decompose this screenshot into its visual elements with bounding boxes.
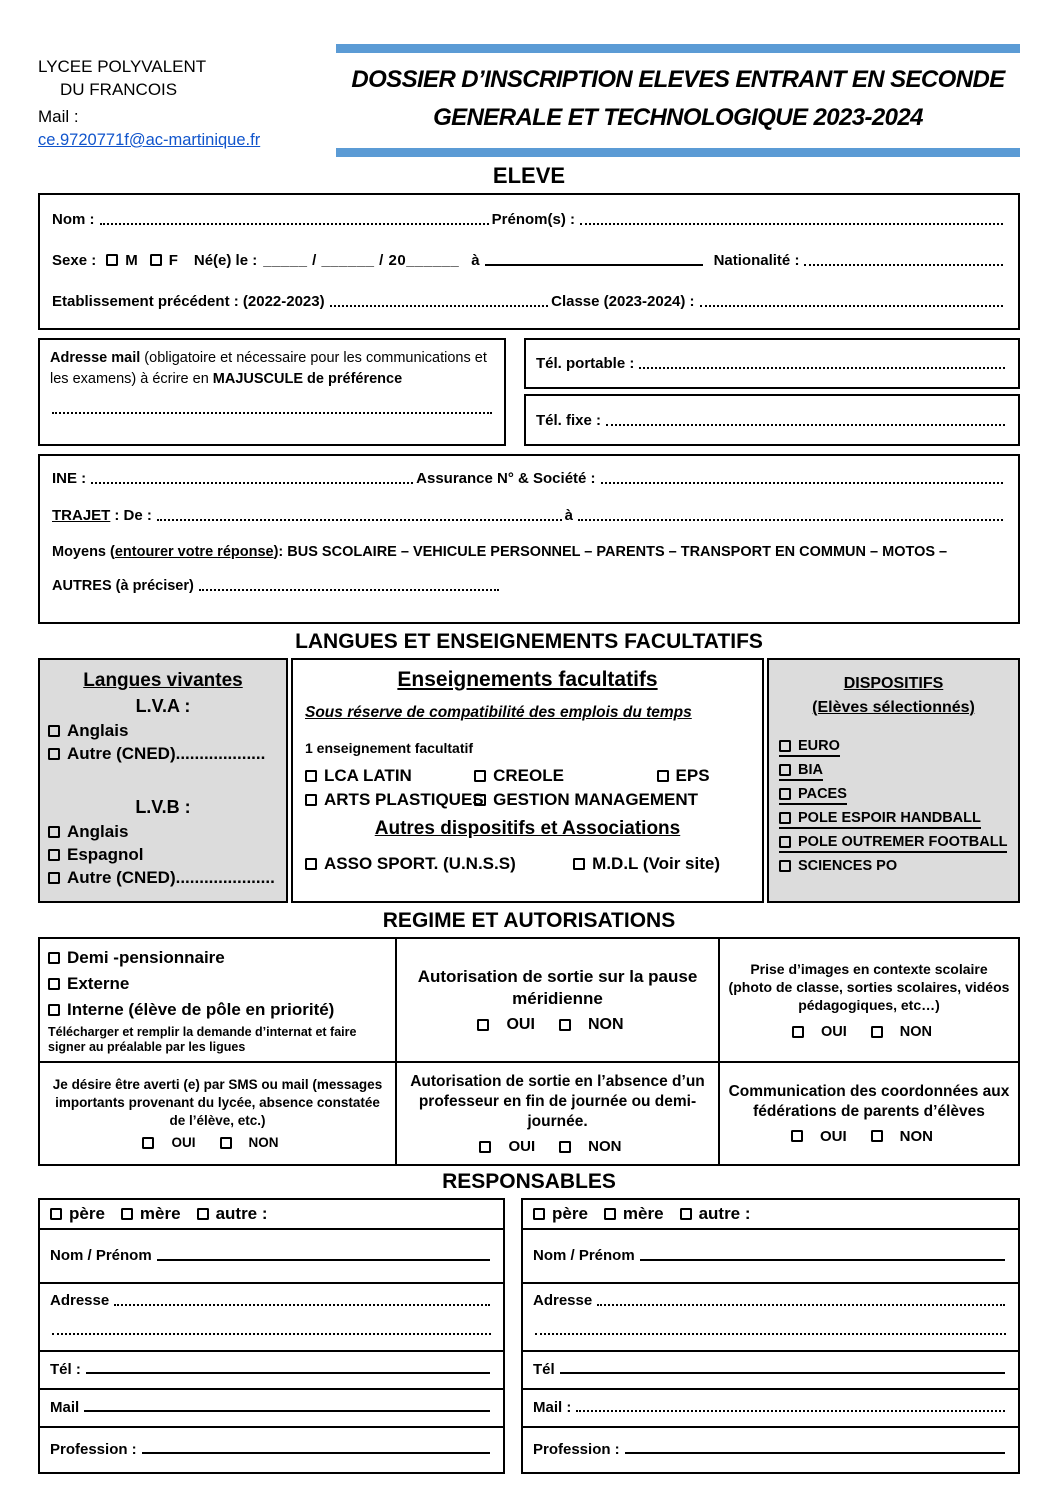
sexe-f-checkbox[interactable]	[150, 254, 162, 266]
school-name-line2: DU FRANCOIS	[60, 79, 178, 99]
tel-label: Tél :	[50, 1361, 81, 1379]
prise-images-text: Prise d’images en contexte scolaire (photo de classe, sorties scolaires, vidéos pédagogiques, etc…)	[728, 960, 1010, 1013]
pere-label: père	[69, 1203, 105, 1223]
regime-sms-cell	[40, 1061, 395, 1164]
school-name-line1: LYCEE POLYVALENT	[38, 57, 207, 76]
mere-label: mère	[622, 1203, 664, 1223]
nationalite-field-line	[804, 264, 1003, 266]
pole-outremer-football-checkbox[interactable]	[779, 836, 791, 848]
pension-item	[48, 974, 387, 994]
association-item	[573, 854, 720, 874]
dispositifs-subtitle: (Elèves sélectionnés)	[812, 698, 975, 716]
enseignements-title: Enseignements facultatifs	[397, 667, 658, 691]
lva-label: L.V.A :	[135, 695, 191, 716]
trajet-de-label: : De :	[114, 506, 152, 524]
spacer	[48, 767, 278, 793]
autres-label: AUTRES (à préciser)	[52, 577, 194, 594]
lvb-autre-checkbox[interactable]	[48, 872, 60, 884]
responsable-block-2	[521, 1198, 1020, 1474]
lva-anglais-label: Anglais	[67, 720, 129, 740]
adresse-line	[50, 1292, 493, 1309]
sciences-po-label: SCIENCES PO	[798, 857, 898, 874]
nom-field-line	[100, 223, 489, 225]
adresse-field-line	[114, 1304, 490, 1306]
association-item	[305, 854, 516, 874]
oui-non-group	[728, 1128, 1010, 1145]
bia-checkbox[interactable]	[779, 764, 791, 776]
regime-grid	[38, 937, 1020, 1166]
school-mail-label: Mail :	[38, 106, 79, 126]
eps-checkbox[interactable]	[657, 770, 669, 782]
trajet-a-field-line	[578, 519, 1003, 521]
responsable1-mail-row	[40, 1390, 503, 1428]
lva-autre-checkbox[interactable]	[48, 748, 60, 760]
pole-espoir-handball-label: POLE ESPOIR HANDBALL	[798, 809, 981, 826]
oui-non-group	[48, 1135, 387, 1150]
communication-oui-checkbox[interactable]	[791, 1130, 803, 1142]
non-label: NON	[587, 1015, 624, 1033]
page-header	[38, 0, 1020, 157]
interne-label: Interne (élève de pôle en priorité)	[67, 999, 335, 1019]
externe-checkbox[interactable]	[48, 978, 60, 990]
non-label: NON	[588, 1138, 622, 1156]
responsable1-mere-checkbox[interactable]	[121, 1208, 133, 1220]
sortie-meridienne-text: Autorisation de sortie sur la pause méridienne	[417, 966, 698, 1008]
adresse-mail-bold2: MAJUSCULE de préférence	[212, 370, 403, 387]
oui-label: OUI	[819, 1127, 847, 1145]
regime-communication-cell	[718, 1061, 1018, 1164]
prenom-label: Prénom(s) :	[491, 210, 575, 228]
associations-row	[305, 854, 750, 874]
title-line1: DOSSIER D’INSCRIPTION ELEVES ENTRANT EN SECONDE	[351, 66, 1005, 93]
gestion-management-label: GESTION MANAGEMENT	[493, 789, 699, 809]
communication-non-checkbox[interactable]	[871, 1130, 883, 1142]
externe-label: Externe	[67, 973, 130, 993]
school-identity	[38, 56, 304, 157]
responsable1-adresse-row	[40, 1284, 503, 1352]
lvb-item	[48, 868, 278, 888]
option-item	[474, 766, 656, 786]
non-label: NON	[248, 1135, 279, 1151]
oui-label: OUI	[171, 1135, 196, 1151]
profession-field-line	[142, 1452, 490, 1454]
title-bottom-bar	[336, 148, 1020, 157]
sortie-meridienne-oui-checkbox[interactable]	[477, 1019, 489, 1031]
tel-label: Tél	[533, 1361, 555, 1379]
pole-espoir-handball-checkbox[interactable]	[779, 812, 791, 824]
dispositif-item	[779, 834, 1008, 853]
adresse-mail-note	[50, 348, 494, 390]
dispositif-item	[779, 738, 1008, 757]
profession-field-line	[625, 1452, 1005, 1454]
lieu-naissance-field-line	[485, 264, 703, 266]
autre-label: autre :	[698, 1203, 751, 1223]
responsable2-nom-row	[523, 1230, 1018, 1284]
ine-trajet-box	[38, 454, 1020, 624]
regime-sortie-meridienne-cell	[395, 939, 718, 1061]
ine-label: INE :	[52, 469, 87, 487]
arts-plastiques-checkbox[interactable]	[305, 794, 317, 806]
tel-portable-field-line	[639, 367, 1005, 369]
lva-item	[48, 744, 278, 764]
langues-vivantes-panel	[38, 658, 288, 903]
responsable-block-1	[38, 1198, 505, 1474]
internat-note: Télécharger et remplir la demande d’internat et faire signer au préalable par les ligues	[48, 1024, 357, 1055]
sciences-po-checkbox[interactable]	[779, 860, 791, 872]
interne-checkbox[interactable]	[48, 1004, 60, 1016]
sexe-m-checkbox[interactable]	[106, 254, 118, 266]
sexe-label: Sexe :	[52, 251, 97, 269]
creole-checkbox[interactable]	[474, 770, 486, 782]
lvb-label: L.V.B :	[135, 796, 191, 817]
tel-field-line	[86, 1372, 490, 1374]
moyens-row	[52, 544, 1006, 560]
prise-images-oui-checkbox[interactable]	[792, 1026, 804, 1038]
ine-field-line	[91, 482, 413, 484]
adresse-line	[533, 1292, 1008, 1309]
responsable2-mere-checkbox[interactable]	[604, 1208, 616, 1220]
tel-fixe-row	[536, 412, 1008, 429]
tel-fixe-box	[524, 394, 1020, 446]
lva-anglais-checkbox[interactable]	[48, 725, 60, 737]
lvb-espagnol-checkbox[interactable]	[48, 849, 60, 861]
title-block	[336, 44, 1020, 157]
paces-label: PACES	[798, 785, 847, 802]
oui-label: OUI	[506, 1015, 535, 1033]
title-top-bar	[336, 44, 1020, 53]
tel-portable-label: Tél. portable :	[536, 355, 635, 373]
pere-label: père	[552, 1203, 588, 1223]
mail-label: Mail	[50, 1399, 80, 1417]
adresse-field-line	[597, 1304, 1005, 1306]
tel-fixe-field-line	[606, 424, 1005, 426]
demi-pensionnaire-checkbox[interactable]	[48, 952, 60, 964]
prenom-field-line	[580, 223, 1003, 225]
responsable2-mail-row	[523, 1390, 1018, 1428]
dispositifs-list	[779, 738, 1008, 875]
responsable1-type-row	[40, 1200, 503, 1230]
lva-item	[48, 721, 278, 741]
tel-fixe-label: Tél. fixe :	[536, 411, 602, 429]
responsable1-nom-row	[40, 1230, 503, 1284]
dispositif-item	[779, 858, 1008, 875]
moyens-underlined: entourer votre réponse	[114, 543, 274, 560]
responsable2-pere-checkbox[interactable]	[533, 1208, 545, 1220]
dispositif-item	[779, 810, 1008, 829]
lvb-espagnol-label: Espagnol	[67, 844, 144, 864]
prise-images-non-checkbox[interactable]	[871, 1026, 883, 1038]
profession-label: Profession :	[533, 1441, 620, 1459]
nom-prenom-row	[52, 211, 1006, 228]
profession-label: Profession :	[50, 1441, 137, 1459]
adresse-field-line2	[52, 1333, 491, 1335]
option-item	[657, 766, 750, 786]
oui-non-group	[405, 1138, 710, 1155]
assurance-field-line	[601, 482, 1003, 484]
sexe-f-label: F	[168, 251, 178, 269]
adresse-label: Adresse	[533, 1291, 593, 1309]
non-label: NON	[899, 1127, 933, 1145]
title-line2: GENERALE ET TECHNOLOGIQUE 2023-2024	[433, 104, 923, 132]
lvb-autre-label: Autre (CNED).....................	[67, 867, 275, 887]
trajet-de-field-line	[157, 519, 562, 521]
oui-label: OUI	[820, 1024, 847, 1041]
moyens-options: ): BUS SCOLAIRE – VEHICULE PERSONNEL – PARENTS – TRANSPORT EN COMMUN – MOTOS –	[273, 543, 948, 560]
sms-text: Je désire être averti (e) par SMS ou mail (messages importants provenant du lycée, absence constatée de l’élève, etc.)	[52, 1077, 383, 1128]
lvb-item	[48, 845, 278, 865]
moyens-prefix: Moyens (	[52, 543, 115, 560]
pension-item	[48, 948, 387, 968]
a-label: à	[471, 251, 480, 269]
regime-sortie-absence-cell	[395, 1061, 718, 1164]
paces-checkbox[interactable]	[779, 788, 791, 800]
classe-field-line	[700, 305, 1003, 307]
mdl-label: M.D.L (Voir site)	[592, 853, 720, 873]
lvb-item	[48, 822, 278, 842]
adresse-mail-box	[38, 338, 506, 446]
ne-le-label: Né(e) le :	[193, 251, 258, 269]
date-naissance-blanks: _____ / ______ / 20______	[263, 251, 460, 269]
lva-autre-label: Autre (CNED)...................	[67, 743, 266, 763]
autres-dispositifs-title: Autres dispositifs et Associations	[374, 817, 681, 839]
bia-label: BIA	[798, 761, 823, 778]
responsable1-profession-row	[40, 1428, 503, 1472]
langues-vivantes-title: Langues vivantes	[83, 669, 243, 691]
responsable1-pere-checkbox[interactable]	[50, 1208, 62, 1220]
eps-label: EPS	[675, 765, 710, 785]
tel-field-line	[560, 1372, 1005, 1374]
arts-plastiques-label: ARTS PLASTIQUES	[324, 789, 484, 809]
mail-field-line	[576, 1410, 1005, 1412]
classe-label: Classe (2023-2024) :	[551, 292, 695, 310]
enseignements-note: 1 enseignement facultatif	[305, 739, 474, 756]
document-title	[336, 53, 1020, 148]
responsable2-tel-row	[523, 1352, 1018, 1390]
mail-field-line	[84, 1410, 490, 1412]
nom-prenom-label: Nom / Prénom	[533, 1247, 635, 1265]
asso-sport-label: ASSO SPORT. (U.N.S.S)	[324, 853, 516, 873]
dispositifs-panel	[767, 658, 1020, 903]
lca-latin-checkbox[interactable]	[305, 770, 317, 782]
euro-label: EURO	[798, 737, 840, 754]
lca-latin-label: LCA LATIN	[324, 765, 412, 785]
options-grid	[305, 766, 750, 810]
autres-row	[52, 578, 1006, 594]
langues-columns	[38, 658, 1020, 903]
sexe-m-label: M	[125, 251, 138, 269]
lvb-anglais-checkbox[interactable]	[48, 826, 60, 838]
adresse-mail-normal: (obligatoire et nécessaire pour les communications et les examens) à écrire en	[50, 349, 487, 387]
oui-non-group	[405, 1016, 710, 1034]
oui-non-group	[728, 1024, 1010, 1040]
assurance-label: Assurance N° & Société :	[416, 469, 596, 487]
adresse-mail-field-line	[52, 412, 492, 414]
option-item	[474, 790, 750, 810]
trajet-label: TRAJET	[52, 506, 111, 524]
sms-non-checkbox[interactable]	[220, 1137, 232, 1149]
sortie-absence-oui-checkbox[interactable]	[479, 1141, 491, 1153]
nom-prenom-label: Nom / Prénom	[50, 1247, 152, 1265]
trajet-row	[52, 507, 1006, 524]
autres-field-line	[199, 589, 499, 591]
nom-label: Nom :	[52, 210, 95, 228]
communication-text: Communication des coordonnées aux fédérations de parents d’élèves	[728, 1082, 1010, 1120]
responsables-row	[38, 1198, 1020, 1474]
pole-outremer-football-label: POLE OUTREMER FOOTBALL	[798, 833, 1008, 850]
option-item	[305, 789, 484, 810]
nom-field-line	[640, 1259, 1005, 1261]
regime-prise-images-cell	[718, 939, 1018, 1061]
responsable2-autre-checkbox[interactable]	[680, 1208, 692, 1220]
demi-pensionnaire-label: Demi -pensionnaire	[67, 947, 225, 967]
non-label: NON	[899, 1024, 932, 1041]
section-heading-langues: LANGUES ET ENSEIGNEMENTS FACULTATIFS	[295, 629, 763, 653]
asso-sport-checkbox[interactable]	[305, 858, 317, 870]
enseignements-panel	[291, 658, 764, 903]
sortie-absence-non-checkbox[interactable]	[559, 1141, 571, 1153]
adresse-field-line2	[535, 1333, 1006, 1335]
creole-label: CREOLE	[493, 765, 564, 785]
enseignements-subtitle: Sous réserve de compatibilité des emplois du temps	[305, 703, 692, 721]
mail-tel-row	[38, 338, 1020, 446]
adresse-mail-bold1: Adresse mail	[50, 349, 141, 366]
sexe-naissance-row	[52, 252, 1006, 269]
sortie-meridienne-non-checkbox[interactable]	[559, 1019, 571, 1031]
dispositif-item	[779, 762, 1008, 781]
autre-label: autre :	[215, 1203, 268, 1223]
option-item	[305, 766, 474, 786]
school-email-link[interactable]: ce.9720771f@ac-martinique.fr	[38, 130, 261, 149]
nom-field-line	[157, 1259, 490, 1261]
tel-portable-row	[536, 355, 1008, 372]
responsable2-profession-row	[523, 1428, 1018, 1472]
eleve-box	[38, 193, 1020, 330]
dispositif-item	[779, 786, 1008, 805]
dispositifs-title: DISPOSITIFS	[843, 674, 944, 692]
ine-row	[52, 470, 1006, 487]
mere-label: mère	[139, 1203, 181, 1223]
etablissement-label: Etablissement précédent : (2022-2023)	[52, 292, 325, 310]
etablissement-field-line	[330, 305, 548, 307]
tel-column	[524, 338, 1020, 446]
mdl-checkbox[interactable]	[573, 858, 585, 870]
pension-item	[48, 1000, 387, 1020]
responsable2-adresse-row	[523, 1284, 1018, 1352]
oui-label: OUI	[508, 1138, 536, 1156]
gestion-management-checkbox[interactable]	[474, 794, 486, 806]
lvb-anglais-label: Anglais	[67, 821, 129, 841]
etablissement-row	[52, 293, 1006, 310]
trajet-a-label: à	[564, 506, 573, 524]
adresse-label: Adresse	[50, 1291, 110, 1309]
section-heading-regime: REGIME ET AUTORISATIONS	[382, 908, 676, 932]
responsable1-autre-checkbox[interactable]	[197, 1208, 209, 1220]
responsable1-tel-row	[40, 1352, 503, 1390]
tel-portable-box	[524, 338, 1020, 390]
euro-checkbox[interactable]	[779, 740, 791, 752]
regime-pension-cell	[40, 939, 395, 1061]
nationalite-label: Nationalité :	[713, 251, 800, 269]
sms-oui-checkbox[interactable]	[142, 1137, 154, 1149]
section-heading-responsables: RESPONSABLES	[442, 1169, 616, 1193]
mail-label: Mail :	[533, 1399, 572, 1417]
sortie-absence-text: Autorisation de sortie en l’absence d’un professeur en fin de journée ou demi-journée.	[410, 1072, 705, 1130]
section-heading-eleve: ELEVE	[492, 162, 566, 188]
responsable2-type-row	[523, 1200, 1018, 1230]
